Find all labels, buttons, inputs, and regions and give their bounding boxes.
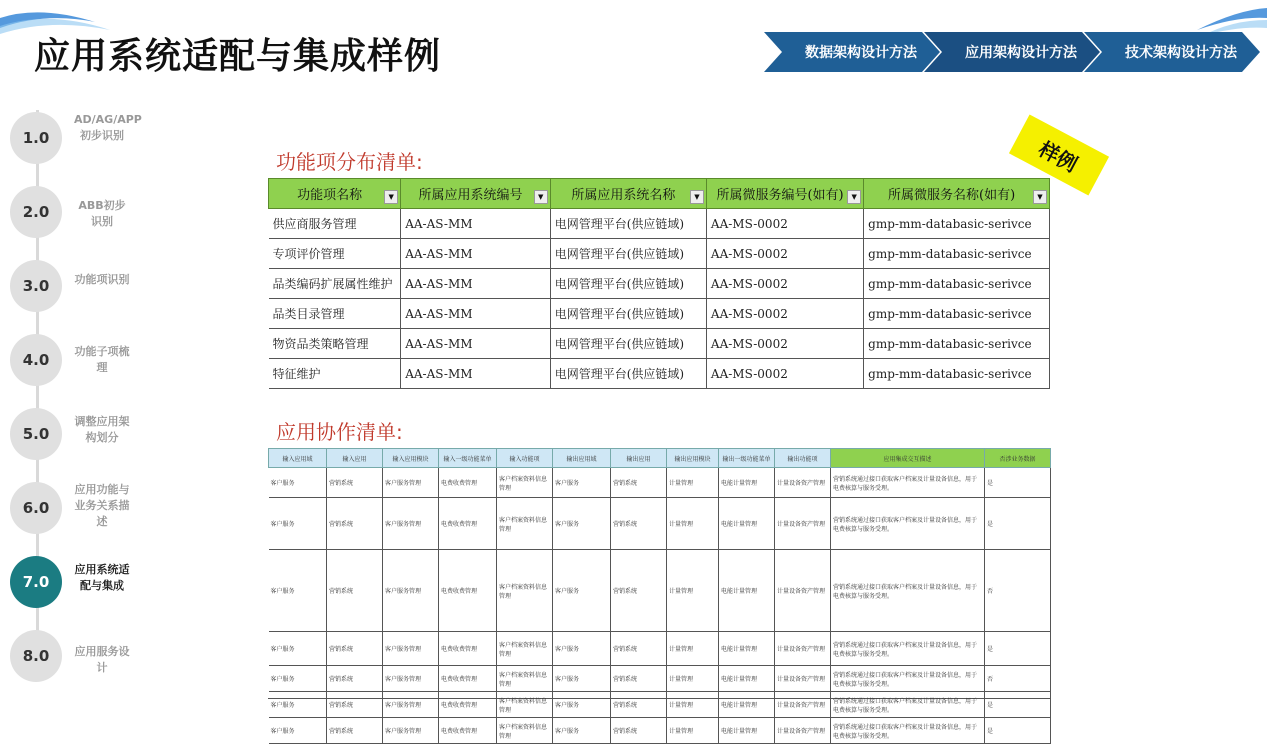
- table-cell: 客户服务管理: [383, 498, 439, 550]
- table-header[interactable]: 输出一级功能菜单: [719, 449, 775, 468]
- table-cell: 营销系统: [327, 550, 383, 632]
- table-cell: 客户服务管理: [383, 550, 439, 632]
- table-cell: 电能计量管理: [719, 498, 775, 550]
- step-8[interactable]: [10, 630, 130, 684]
- table-cell: 营销系统通过接口获取客户档案及计量设备信息，用于电费核算与服务受理。: [831, 468, 985, 498]
- table-header[interactable]: 所属应用系统编号 ▼: [401, 179, 551, 209]
- table-cell: 营销系统通过接口获取客户档案及计量设备信息，用于电费核算与服务受理。: [831, 692, 985, 718]
- step-label: ABB初步识别: [78, 199, 126, 228]
- table-cell: AA-AS-MM: [401, 269, 551, 299]
- table-cell: gmp-mm-databasic-serivce: [864, 359, 1050, 389]
- table-cell: AA-AS-MM: [401, 359, 551, 389]
- table-cell: 客户服务管理: [383, 666, 439, 692]
- table-cell: 营销系统: [611, 718, 667, 744]
- table-header[interactable]: 输出应用域: [553, 449, 611, 468]
- step-number: 6.0: [10, 482, 62, 534]
- table-cell: 计量设备资产管理: [775, 718, 831, 744]
- table-header[interactable]: 输入应用: [327, 449, 383, 468]
- table-cell: 营销系统: [327, 468, 383, 498]
- table-cell: 计量管理: [667, 468, 719, 498]
- table-row[interactable]: [269, 666, 1051, 692]
- table-cell: gmp-mm-databasic-serivce: [864, 329, 1050, 359]
- table-cell: 营销系统通过接口获取客户档案及计量设备信息，用于电费核算与服务受理。: [831, 498, 985, 550]
- table-cell: 客户服务: [553, 632, 611, 666]
- table-cell: 电能计量管理: [719, 718, 775, 744]
- table-cell: 客户服务: [553, 550, 611, 632]
- crumb-data-architecture[interactable]: 数据架构设计方法: [764, 32, 940, 72]
- table-cell: 营销系统: [327, 498, 383, 550]
- table-row[interactable]: [269, 269, 1050, 299]
- step-number: 4.0: [10, 334, 62, 386]
- table-cell: AA-AS-MM: [401, 239, 551, 269]
- table-cell: AA-AS-MM: [401, 209, 551, 239]
- step-label: 应用服务设计: [74, 645, 130, 674]
- app-collaboration-title: 应用协作清单:: [276, 420, 403, 444]
- table-cell: 计量管理: [667, 718, 719, 744]
- table-cell: 电费收费管理: [439, 718, 497, 744]
- table-cell: 品类目录管理: [269, 299, 401, 329]
- table-cell: 营销系统通过接口获取客户档案及计量设备信息，用于电费核算与服务受理。: [831, 666, 985, 692]
- table-cell: 客户服务管理: [383, 692, 439, 718]
- step-1[interactable]: [10, 112, 142, 166]
- table-cell: 电网管理平台(供应链域): [550, 299, 706, 329]
- table-cell: 客户档案资料信息管理: [497, 666, 553, 692]
- table-cell: 品类编码扩展属性维护: [269, 269, 401, 299]
- table-cell: 客户服务: [553, 468, 611, 498]
- filter-dropdown-icon: ▼: [1033, 190, 1047, 204]
- table-cell: 计量管理: [667, 692, 719, 718]
- table-cell: 客户服务: [269, 468, 327, 498]
- table-cell: 客户服务: [553, 718, 611, 744]
- table-cell: 客户服务: [269, 550, 327, 632]
- table-cell: 营销系统: [611, 550, 667, 632]
- table-cell: AA-AS-MM: [401, 329, 551, 359]
- table-header[interactable]: 输出应用模块: [667, 449, 719, 468]
- table-cell: 否: [985, 550, 1051, 632]
- function-distribution-table: [268, 178, 1050, 389]
- table-row[interactable]: [269, 632, 1051, 666]
- table-cell: 电网管理平台(供应链域): [550, 209, 706, 239]
- table-cell: 营销系统: [327, 666, 383, 692]
- table-cell: 营销系统: [327, 718, 383, 744]
- step-label: 功能子项梳理: [74, 345, 130, 374]
- crumb-technical-architecture[interactable]: 技术架构设计方法: [1084, 32, 1260, 72]
- table-cell: 计量管理: [667, 632, 719, 666]
- table-row[interactable]: [269, 468, 1051, 498]
- function-distribution-title: 功能项分布清单:: [276, 150, 423, 174]
- table-cell: 营销系统: [327, 632, 383, 666]
- table-cell: AA-MS-0002: [706, 329, 863, 359]
- table-cell: 营销系统通过接口获取客户档案及计量设备信息，用于电费核算与服务受理。: [831, 550, 985, 632]
- page-title: 应用系统适配与集成样例: [34, 36, 442, 77]
- table-cell: 营销系统: [611, 692, 667, 718]
- table-header[interactable]: 所属微服务名称(如有) ▼: [864, 179, 1050, 209]
- table-cell: 营销系统: [611, 632, 667, 666]
- table-cell: 营销系统通过接口获取客户档案及计量设备信息，用于电费核算与服务受理。: [831, 632, 985, 666]
- table-cell: 客户档案资料信息管理: [497, 718, 553, 744]
- table-cell: 计量设备资产管理: [775, 550, 831, 632]
- table-row[interactable]: [269, 329, 1050, 359]
- table-cell: 客户档案资料信息管理: [497, 550, 553, 632]
- table-cell: 营销系统通过接口获取客户档案及计量设备信息，用于电费核算与服务受理。: [831, 718, 985, 744]
- step-number: 2.0: [10, 186, 62, 238]
- table-cell: 客户服务: [269, 692, 327, 718]
- step-2[interactable]: [10, 186, 130, 240]
- table-cell: gmp-mm-databasic-serivce: [864, 239, 1050, 269]
- table-header[interactable]: 输出应用: [611, 449, 667, 468]
- crumb-application-architecture[interactable]: 应用架构设计方法: [924, 32, 1100, 72]
- table-cell: 否: [985, 666, 1051, 692]
- table-header[interactable]: 功能项名称 ▼: [269, 179, 401, 209]
- table-row[interactable]: [269, 692, 1051, 718]
- filter-dropdown-icon: ▼: [690, 190, 704, 204]
- table-cell: 电网管理平台(供应链域): [550, 359, 706, 389]
- table-cell: 客户服务管理: [383, 468, 439, 498]
- table-cell: AA-MS-0002: [706, 299, 863, 329]
- table-cell: 客户服务: [553, 692, 611, 718]
- table-header[interactable]: 输出功能项: [775, 449, 831, 468]
- table-cell: gmp-mm-databasic-serivce: [864, 209, 1050, 239]
- app-collaboration-table-wrap: [268, 448, 1050, 740]
- table-cell: 电网管理平台(供应链域): [550, 239, 706, 269]
- step-5[interactable]: [10, 408, 130, 462]
- table-cell: 是: [985, 498, 1051, 550]
- step-label: 应用功能与业务关系描述: [74, 483, 130, 528]
- filter-dropdown-icon: ▼: [384, 190, 398, 204]
- table-cell: 计量管理: [667, 550, 719, 632]
- table-row[interactable]: [269, 498, 1051, 550]
- breadcrumb: [764, 32, 1260, 72]
- table-cell: AA-AS-MM: [401, 299, 551, 329]
- table-header[interactable]: 否涉业务数据: [985, 449, 1051, 468]
- table-cell: 客户档案资料信息管理: [497, 632, 553, 666]
- filter-dropdown-icon: ▼: [534, 190, 548, 204]
- table-row[interactable]: [269, 550, 1051, 632]
- step-label: 调整应用架构划分: [74, 415, 130, 444]
- table-cell: 营销系统: [611, 666, 667, 692]
- table-cell: 电费收费管理: [439, 468, 497, 498]
- table-cell: 是: [985, 468, 1051, 498]
- table-cell: 电费收费管理: [439, 550, 497, 632]
- table-header[interactable]: 应用集成交互描述: [831, 449, 985, 468]
- table-cell: 电费收费管理: [439, 666, 497, 692]
- table-cell: 电网管理平台(供应链域): [550, 329, 706, 359]
- table-header[interactable]: 输入应用模块: [383, 449, 439, 468]
- step-4[interactable]: [10, 334, 130, 388]
- table-row[interactable]: [269, 209, 1050, 239]
- table-cell: 客户服务: [269, 498, 327, 550]
- step-7[interactable]: [10, 556, 130, 610]
- table-cell: 营销系统: [327, 692, 383, 718]
- table-header[interactable]: 输入功能项: [497, 449, 553, 468]
- table-cell: gmp-mm-databasic-serivce: [864, 299, 1050, 329]
- table-cell: 计量管理: [667, 666, 719, 692]
- table-cell: 电费收费管理: [439, 632, 497, 666]
- table-cell: 客户档案资料信息管理: [497, 498, 553, 550]
- table-header[interactable]: 所属微服务编号(如有) ▼: [706, 179, 863, 209]
- table-cell: 客户档案资料信息管理: [497, 468, 553, 498]
- table-cell: 客户档案资料信息管理: [497, 692, 553, 718]
- table-cell: 客户服务: [269, 632, 327, 666]
- table-header[interactable]: 所属应用系统名称 ▼: [550, 179, 706, 209]
- table-row[interactable]: [269, 299, 1050, 329]
- table-cell: 电能计量管理: [719, 666, 775, 692]
- table-row[interactable]: [269, 359, 1050, 389]
- table-cell: 电网管理平台(供应链域): [550, 269, 706, 299]
- step-label: 功能项识别: [74, 273, 130, 286]
- table-cell: 是: [985, 692, 1051, 718]
- table-cell: 特征维护: [269, 359, 401, 389]
- step-number: 7.0: [10, 556, 62, 608]
- table-cell: 电能计量管理: [719, 632, 775, 666]
- step-number: 1.0: [10, 112, 62, 164]
- table-cell: gmp-mm-databasic-serivce: [864, 269, 1050, 299]
- table-header[interactable]: 输入一级功能菜单: [439, 449, 497, 468]
- step-label: 应用系统适配与集成: [74, 563, 130, 592]
- step-number: 8.0: [10, 630, 62, 682]
- step-3[interactable]: [10, 260, 130, 314]
- table-cell: 计量设备资产管理: [775, 692, 831, 718]
- table-cell: 供应商服务管理: [269, 209, 401, 239]
- table-cell: 计量设备资产管理: [775, 666, 831, 692]
- filter-dropdown-icon: ▼: [847, 190, 861, 204]
- table-row[interactable]: [269, 239, 1050, 269]
- table-cell: 客户服务: [269, 718, 327, 744]
- table-cell: AA-MS-0002: [706, 269, 863, 299]
- table-cell: 物资品类策略管理: [269, 329, 401, 359]
- table-cell: 营销系统: [611, 468, 667, 498]
- table-cell: 客户服务: [269, 666, 327, 692]
- table-row[interactable]: [269, 718, 1051, 744]
- table-cell: AA-MS-0002: [706, 239, 863, 269]
- table-cell: 电费收费管理: [439, 692, 497, 718]
- step-number: 5.0: [10, 408, 62, 460]
- table-cell: 电能计量管理: [719, 468, 775, 498]
- step-number: 3.0: [10, 260, 62, 312]
- table-cell: AA-MS-0002: [706, 209, 863, 239]
- table-cell: 计量设备资产管理: [775, 468, 831, 498]
- table-cell: AA-MS-0002: [706, 359, 863, 389]
- table-cell: 客户服务: [553, 498, 611, 550]
- table-cell: 计量管理: [667, 498, 719, 550]
- table-cell: 客户服务管理: [383, 632, 439, 666]
- table-cell: 客户服务: [553, 666, 611, 692]
- table-cell: 是: [985, 632, 1051, 666]
- table-header[interactable]: 输入应用域: [269, 449, 327, 468]
- sample-stamp: 样例: [1009, 114, 1109, 195]
- table-cell: 客户服务管理: [383, 718, 439, 744]
- table-cell: 专项评价管理: [269, 239, 401, 269]
- table-cell: 营销系统: [611, 498, 667, 550]
- table-cell: 电能计量管理: [719, 692, 775, 718]
- table-cell: 电费收费管理: [439, 498, 497, 550]
- table-cell: 计量设备资产管理: [775, 498, 831, 550]
- step-6[interactable]: [10, 482, 130, 536]
- table-cell: 计量设备资产管理: [775, 632, 831, 666]
- table-cell: 是: [985, 718, 1051, 744]
- table-cell: 电能计量管理: [719, 550, 775, 632]
- app-collaboration-table: [268, 448, 1051, 744]
- step-label: AD/AG/APP初步识别: [74, 113, 142, 142]
